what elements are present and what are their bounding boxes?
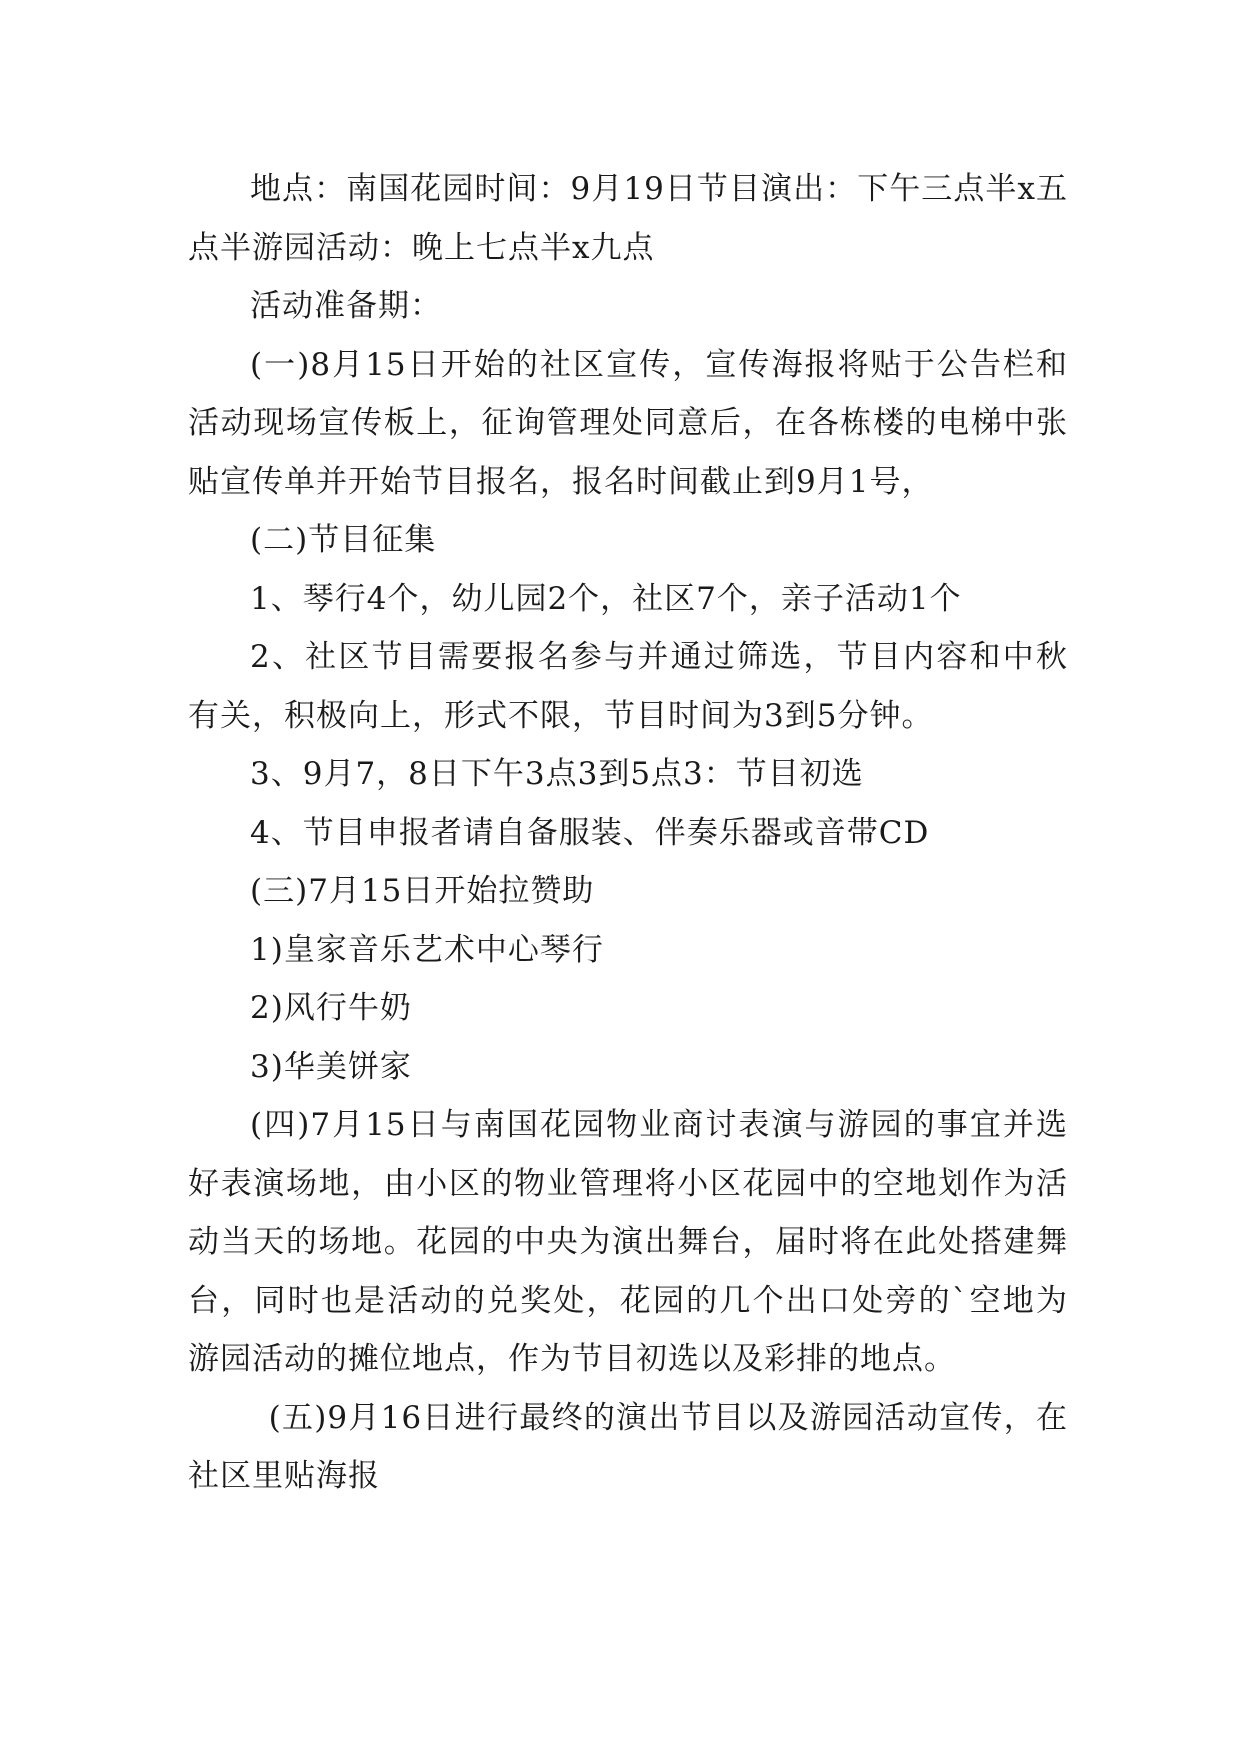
paragraph-program-item-4: 4、节目申报者请自备服装、伴奏乐器或音带CD — [250, 814, 930, 851]
paragraph-program-item-1: 1、琴行4个，幼儿园2个，社区7个，亲子活动1个 — [250, 580, 962, 617]
paragraph-sponsor-1: 1)皇家音乐艺术中心琴行 — [250, 931, 604, 968]
paragraph-venue-arrangement: (四)7月15日与南国花园物业商讨表演与游园的事宜并选好表演场地，由小区的物业管理将小区花园中的空地划作为活动当天的场地。花园的中央为演出舞台，届时将在此处搭建舞台，同时也是活动的兑奖处，花园的几个出口处旁的`空地为游园活动的摊位地点，作为节目初选以及彩排的地点。 — [188, 1107, 1068, 1377]
paragraph-program-collection-heading: (二)节目征集 — [250, 522, 437, 558]
paragraph-sponsorship-heading: (三)7月15日开始拉赞助 — [250, 873, 595, 909]
paragraph-program-item-2: 2、社区节目需要报名参与并通过筛选，节目内容和中秋有关，积极向上，形式不限，节目时间为3到5分钟。 — [188, 639, 1068, 734]
document-body — [188, 160, 1068, 1506]
paragraph-program-item-3: 3、9月7，8日下午3点3到5点3：节目初选 — [250, 756, 864, 792]
paragraph-preparation-heading: 活动准备期： — [250, 288, 442, 324]
paragraph-final-promotion: (五)9月16日进行最终的演出节目以及游园活动宣传，在社区里贴海报 — [188, 1399, 1068, 1494]
paragraph-community-promotion: (一)8月15日开始的社区宣传，宣传海报将贴于公告栏和活动现场宣传板上，征询管理处同意后，在各栋楼的电梯中张贴宣传单并开始节目报名，报名时间截止到9月1号， — [188, 346, 1068, 500]
paragraph-location-time: 地点：南国花园时间：9月19日节目演出：下午三点半x五点半游园活动：晚上七点半x九点 — [188, 171, 1068, 266]
paragraph-sponsor-3: 3)华美饼家 — [250, 1048, 412, 1085]
paragraph-sponsor-2: 2)风行牛奶 — [250, 990, 412, 1026]
